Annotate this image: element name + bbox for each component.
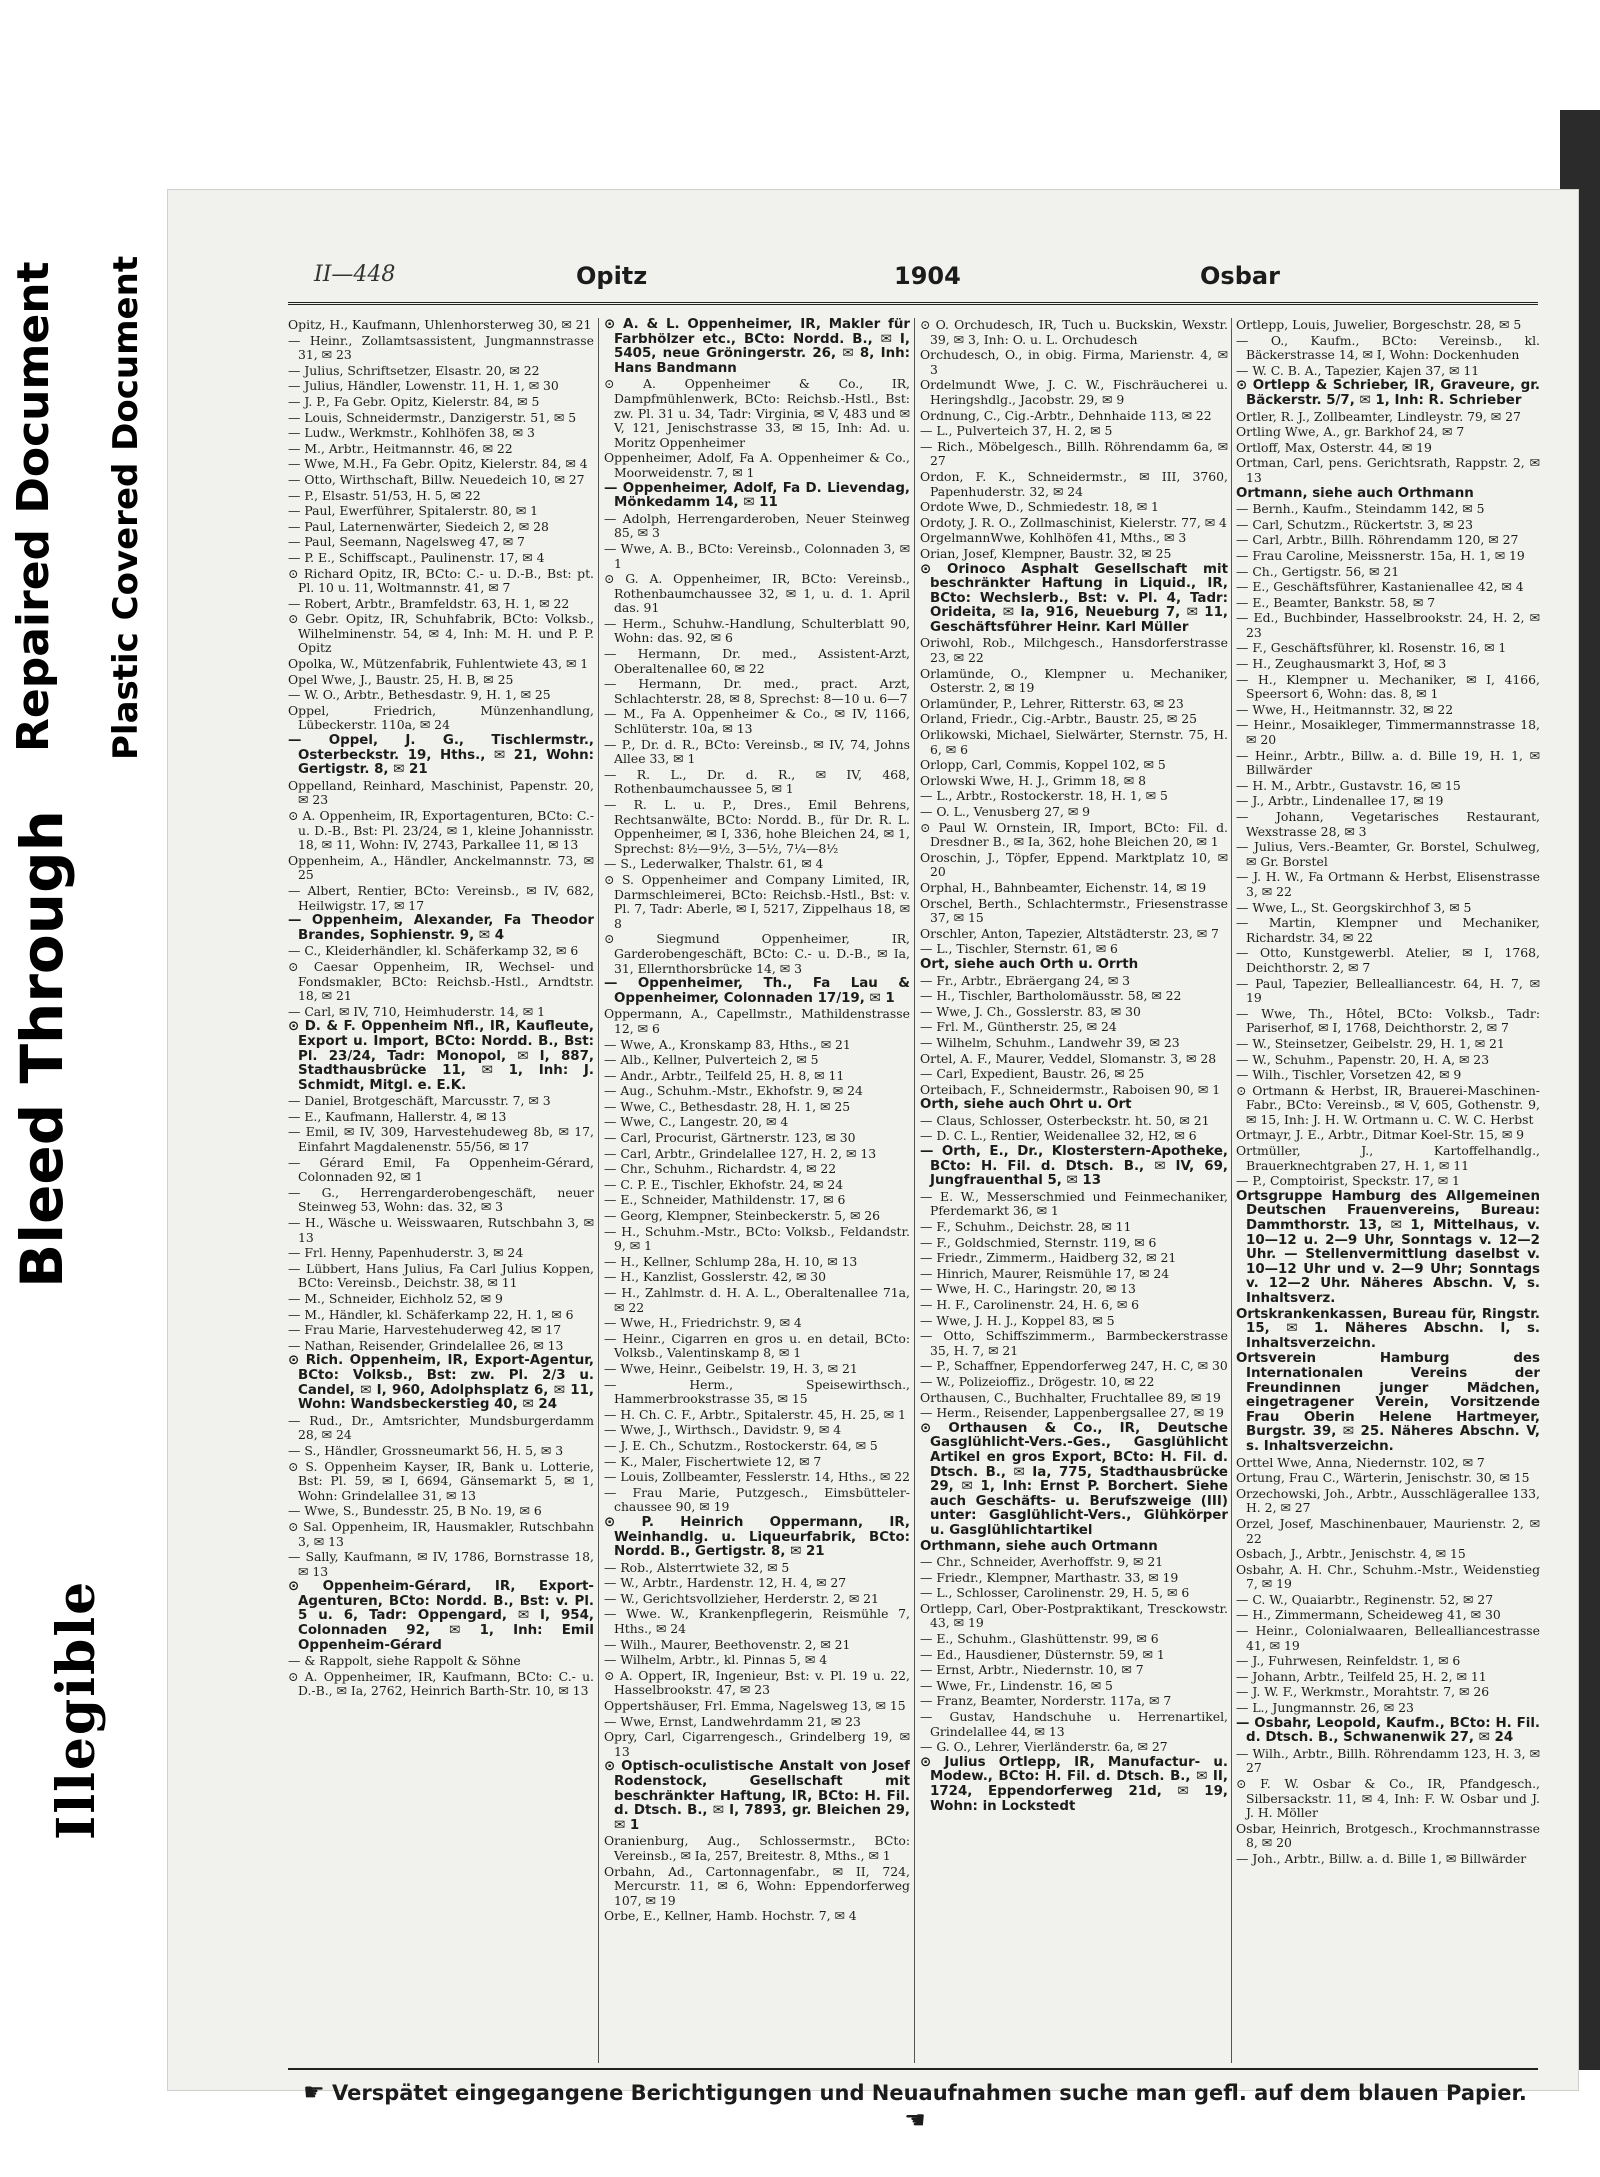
directory-entry: — Carl, Expedient, Baustr. 26, ✉ 25 <box>920 1066 1145 1082</box>
directory-entry: ⊙ Gebr. Opitz, IR, Schuhfabrik, BCto: Volksb., Wilhelminenstr. 54, ✉ 4, Inh: M. H. und P. P. Opitz <box>288 611 594 656</box>
directory-entry: — Ludw., Werkmstr., Kohlhöfen 38, ✉ 3 <box>288 425 535 441</box>
directory-entry: — Paul, Laternenwärter, Siedeich 2, ✉ 28 <box>288 518 549 534</box>
directory-entry: — Georg, Klempner, Steinbeckerstr. 5, ✉ 26 <box>604 1208 881 1224</box>
directory-entry: — Johann, Vegetarisches Restaurant, Wexstrasse 28, ✉ 3 <box>1236 809 1540 839</box>
directory-entry: — Daniel, Brotgeschäft, Marcusstr. 7, ✉ 3 <box>288 1093 551 1109</box>
directory-entry: — Oppenheim, Alexander, Fa Theodor Brandes, Sophienstr. 9, ✉ 4 <box>288 913 594 943</box>
directory-entry: — M., Fa A. Oppenheimer & Co., ✉ IV, 1166, Schlüterstr. 10a, ✉ 13 <box>604 706 910 737</box>
directory-entry: Oranienburg, Aug., Schlossermstr., BCto: Vereinsb., ✉ Ia, 257, Breitestr. 8, Mths., ✉ 1 <box>604 1833 910 1863</box>
directory-entry: — Oppel, J. G., Tischlermstr., Osterbeckstr. 19, Hths., ✉ 21, Wohn: Gertigstr. 8, ✉ 21 <box>288 733 594 778</box>
directory-entry: ⊙ A. & L. Oppenheimer, IR, Makler für Farbhölzer etc., BCto: Nordd. B., ✉ I, 5405, neue Gröningerstr. 26, ✉ 8, Inh: Hans Bandmann <box>604 318 910 376</box>
directory-entry: — Friedr., Zimmerm., Haidberg 32, ✉ 21 <box>920 1250 1177 1266</box>
directory-entry: — H. M., Arbtr., Gustavstr. 16, ✉ 15 <box>1236 777 1461 793</box>
directory-entry: — Wwe, S., Bundesstr. 25, B No. 19, ✉ 6 <box>288 1503 542 1519</box>
directory-entry: — P., Schaffner, Eppendorferweg 247, H. C, ✉ 30 <box>920 1358 1228 1374</box>
directory-entry: — Wwe, L., St. Georgskirchhof 3, ✉ 5 <box>1236 899 1472 915</box>
directory-entry: Ordote Wwe, D., Schmiedestr. 18, ✉ 1 <box>920 499 1159 515</box>
directory-entry: ⊙ G. A. Oppenheimer, IR, BCto: Vereinsb., Rothenbaumchaussee 32, ✉ 1, u. d. 1. April das. 91 <box>604 571 910 616</box>
directory-entry: — J., Fuhrwesen, Reinfeldstr. 1, ✉ 6 <box>1236 1653 1461 1669</box>
header-rule <box>288 302 1538 305</box>
directory-entry: — J. W. F., Werkmstr., Morahtstr. 7, ✉ 26 <box>1236 1684 1490 1700</box>
directory-entry: — Carl, Procurist, Gärtnerstr. 123, ✉ 30 <box>604 1130 856 1146</box>
directory-entry: — H., Wäsche u. Weisswaaren, Rutschbahn 3, ✉ 13 <box>288 1215 594 1245</box>
header-last-entry: Osbar <box>1200 262 1280 290</box>
directory-entry: ⊙ Rich. Oppenheim, IR, Export-Agentur, BCto: Volksb., Bst: zw. Pl. 2/3 u. Candel, ✉ I, 960, Adolphsplatz 6, ✉ 11, Wohn: Wandsbeckerstieg 40, ✉ 24 <box>288 1353 594 1413</box>
directory-entry: — Franz, Beamter, Norderstr. 117a, ✉ 7 <box>920 1693 1172 1709</box>
directory-entry: — L., Pulverteich 37, H. 2, ✉ 5 <box>920 423 1113 439</box>
directory-entry: ⊙ A. Oppenheimer & Co., IR, Dampfmühlenwerk, BCto: Reichsb.-Hstl., Bst: zw. Pl. 31 u. 34, Tadr: Virginia, ✉ V, 483 und ✉ V, 121, Jenischstrasse 33, ✉ 15, Inh: Ad. u. Moritz Oppenheimer <box>604 376 910 450</box>
directory-entry: ⊙ Sal. Oppenheim, IR, Hausmakler, Rutschbahn 3, ✉ 13 <box>288 1518 594 1549</box>
label-bleed-through: Bleed Through <box>8 810 76 1288</box>
directory-entry: — P., Dr. d. R., BCto: Vereinsb., ✉ IV, 74, Johns Allee 33, ✉ 1 <box>604 736 910 767</box>
directory-entry: — Nathan, Reisender, Grindelallee 26, ✉ 13 <box>288 1337 564 1353</box>
column-1 <box>288 318 594 2063</box>
directory-entry: — W., Gerichtsvollzieher, Herderstr. 2, ✉ 21 <box>604 1590 879 1606</box>
directory-entry: Orbe, E., Kellner, Hamb. Hochstr. 7, ✉ 4 <box>604 1908 857 1924</box>
directory-entry: Oppelland, Reinhard, Maschinist, Papenstr. 20, ✉ 23 <box>288 777 594 808</box>
directory-entry: — Wwe, M.H., Fa Gebr. Opitz, Kielerstr. 84, ✉ 4 <box>288 456 588 472</box>
directory-entry: — Wilhelm, Schuhm., Landwehr 39, ✉ 23 <box>920 1034 1180 1050</box>
directory-entry: — Lübbert, Hans Julius, Fa Carl Julius Koppen, BCto: Vereinsb., Deichstr. 38, ✉ 11 <box>288 1260 594 1291</box>
directory-entry: — Frau Marie, Harvestehuderweg 42, ✉ 17 <box>288 1322 562 1338</box>
directory-entry: — F., Goldschmied, Sternstr. 119, ✉ 6 <box>920 1234 1157 1250</box>
directory-entry: — Heinr., Cigarren en gros u. en detail, BCto: Volksb., Valentinskamp 8, ✉ 1 <box>604 1330 910 1361</box>
directory-entry: — F., Schuhm., Deichstr. 28, ✉ 11 <box>920 1219 1132 1235</box>
directory-entry: — Julius, Schriftsetzer, Elsastr. 20, ✉ 22 <box>288 362 540 378</box>
directory-entry: — Heinr., Zollamtsassistent, Jungmannstrasse 31, ✉ 23 <box>288 332 594 363</box>
directory-entry: — Frau Marie, Putzgesch., Eimsbütteler-chaussee 90, ✉ 19 <box>604 1484 910 1515</box>
directory-entry: — J. H. W., Fa Ortmann & Herbst, Elisenstrasse 3, ✉ 22 <box>1236 869 1540 899</box>
directory-entry: — L., Schlosser, Carolinenstr. 29, H. 5, ✉ 6 <box>920 1585 1190 1601</box>
directory-entry: — W., Arbtr., Hardenstr. 12, H. 4, ✉ 27 <box>604 1575 847 1591</box>
directory-entry: — P. E., Schiffscapt., Paulinenstr. 17, ✉ 4 <box>288 549 545 565</box>
directory-entry: — H., Zimmermann, Scheideweg 41, ✉ 30 <box>1236 1607 1501 1623</box>
directory-entry: — Rich., Möbelgesch., Billh. Röhrendamm 6a, ✉ 27 <box>920 438 1228 469</box>
directory-entry: — Otto, Schiffszimmerm., Barmbeckerstrasse 35, H. 7, ✉ 21 <box>920 1328 1228 1358</box>
directory-entry: ⊙ Paul W. Ornstein, IR, Import, BCto: Fil. d. Dresdner B., ✉ Ia, 362, hohe Bleichen 20, ✉ 1 <box>920 819 1228 850</box>
directory-entry: ⊙ Ortmann & Herbst, IR, Brauerei-Maschinen-Fabr., BCto: Vereinsb., ✉ V, 605, Gothenstr. 9, ✉ 15, Inh: J. H. W. Ortmann u. C. W. C. Herbst <box>1236 1082 1540 1127</box>
directory-entry: — M., Schneider, Eichholz 52, ✉ 9 <box>288 1291 503 1306</box>
directory-entry: — W. C. B. A., Tapezier, Kajen 37, ✉ 11 <box>1236 362 1480 378</box>
directory-entry: — M., Arbtr., Heitmannstr. 46, ✉ 22 <box>288 440 513 456</box>
directory-entry: — Wwe, H., Heitmannstr. 32, ✉ 22 <box>1236 701 1454 717</box>
column-2 <box>604 318 910 2063</box>
directory-entry: — Heinr., Colonialwaaren, Bellealliancestrasse 41, ✉ 19 <box>1236 1623 1540 1653</box>
directory-entry: — Rud., Dr., Amtsrichter, Mundsburgerdamm 28, ✉ 24 <box>288 1412 594 1443</box>
directory-entry: — H., Kellner, Schlump 28a, H. 10, ✉ 13 <box>604 1253 858 1269</box>
directory-entry: — Chr., Schneider, Averhoffstr. 9, ✉ 21 <box>920 1554 1164 1570</box>
directory-entry: — Carl, Arbtr., Billh. Röhrendamm 120, ✉ 27 <box>1236 532 1519 548</box>
directory-entry: — O., Kaufm., BCto: Vereinsb., kl. Bäckerstrasse 14, ✉ I, Wohn: Dockenhuden <box>1236 332 1540 363</box>
directory-entry: — C. W., Quaiarbtr., Reginenstr. 52, ✉ 27 <box>1236 1591 1494 1607</box>
directory-entry: — Louis, Zollbeamter, Fesslerstr. 14, Hths., ✉ 22 <box>604 1469 910 1485</box>
directory-entry: Ortskrankenkassen, Bureau für, Ringstr. 15, ✉ 1. Näheres Abschn. I, s. Inhaltsverzeichn. <box>1236 1306 1540 1351</box>
directory-entry: — Oppenheimer, Th., Fa Lau & Oppenheimer, Colonnaden 17/19, ✉ 1 <box>604 976 910 1006</box>
directory-entry: — F., Geschäftsführer, kl. Rosenstr. 16, ✉ 1 <box>1236 640 1507 656</box>
directory-entry: Ortung, Frau C., Wärterin, Jenischstr. 30, ✉ 15 <box>1236 1470 1530 1486</box>
directory-entry: — & Rappolt, siehe Rappolt & Söhne <box>288 1653 521 1669</box>
directory-entry: — Ed., Buchbinder, Hasselbrookstr. 24, H. 2, ✉ 23 <box>1236 610 1540 640</box>
directory-entry: — C. P. E., Tischler, Ekhofstr. 24, ✉ 24 <box>604 1176 844 1192</box>
directory-entry: ⊙ Optisch-oculistische Anstalt von Josef Rodenstock, Gesellschaft mit beschränkter Haftung, IR, BCto: H. Fil. d. Dtsch. B., ✉ I, 7893, gr. Bleichen 29, ✉ 1 <box>604 1759 910 1833</box>
directory-entry: — Heinr., Arbtr., Billw. a. d. Bille 19, H. 1, ✉ Billwärder <box>1236 747 1540 778</box>
directory-entry: ⊙ A. Oppenheim, IR, Exportagenturen, BCto: C.- u. D.-B., Bst: Pl. 23/24, ✉ 1, kleine Johannisstr. 18, ✉ 11, Wohn: IV, 2743, Parkallee 11, ✉ 13 <box>288 808 594 853</box>
column-3 <box>920 318 1228 2063</box>
directory-entry: Oppel, Friedrich, Münzenhandlung, Lübeckerstr. 110a, ✉ 24 <box>288 702 594 733</box>
directory-entry: — Chr., Schuhm., Richardstr. 4, ✉ 22 <box>604 1161 837 1177</box>
directory-entry: Orschel, Berth., Schlachtermstr., Friesenstrasse 37, ✉ 15 <box>920 895 1228 926</box>
column-divider <box>1231 318 1232 2063</box>
directory-entry: — J. P., Fa Gebr. Opitz, Kielerstr. 84, ✉ 5 <box>288 393 540 409</box>
directory-entry: — S., Lederwalker, Thalstr. 61, ✉ 4 <box>604 856 824 872</box>
directory-entry: ⊙ Caesar Oppenheim, IR, Wechsel- und Fondsmakler, BCto: Reichsb.-Hstl., Arndtstr. 18, ✉ 21 <box>288 958 594 1004</box>
label-plastic-covered-document: Plastic Covered Document <box>106 255 146 760</box>
directory-entry: — Ch., Gertigstr. 56, ✉ 21 <box>1236 563 1400 579</box>
directory-entry: — E., Schneider, Mathildenstr. 17, ✉ 6 <box>604 1192 846 1208</box>
directory-entry: — Julius, Vers.-Beamter, Gr. Borstel, Schulweg, ✉ Gr. Borstel <box>1236 839 1540 869</box>
directory-entry: ⊙ Richard Opitz, IR, BCto: C.- u. D.-B., Bst: pt. Pl. 10 u. 11, Woltmannstr. 41, ✉ 7 <box>288 565 594 596</box>
directory-entry: — Wwe, A. B., BCto: Vereinsb., Colonnaden 3, ✉ 1 <box>604 540 910 571</box>
directory-entry: Ortloff, Max, Osterstr. 44, ✉ 19 <box>1236 439 1432 455</box>
directory-entry: Ordoty, J. R. O., Zollmaschinist, Kielerstr. 77, ✉ 4 <box>920 514 1227 530</box>
pointing-hand-left-icon: ☛ <box>303 2078 325 2106</box>
directory-entry: — Wilh., Arbtr., Billh. Röhrendamm 123, H. 3, ✉ 27 <box>1236 1745 1540 1776</box>
directory-entry: — Rob., Alsterrtwiete 32, ✉ 5 <box>604 1559 790 1575</box>
footer-text: Verspätet eingegangene Berichtigungen und Neuaufnahmen suche man gefl. auf dem blauen Papier. <box>332 2081 1527 2105</box>
directory-entry: — Paul, Tapezier, Bellealliancestr. 64, H. 7, ✉ 19 <box>1236 975 1540 1006</box>
directory-entry: ⊙ A. Oppenheimer, IR, Kaufmann, BCto: C.- u. D.-B., ✉ Ia, 2762, Heinrich Barth-Str. 10, ✉ 13 <box>288 1668 594 1699</box>
label-illegible: Illegible <box>46 1579 107 1840</box>
directory-entry: Ort, siehe auch Orth u. Orrth <box>920 956 1139 972</box>
directory-entry: — Hermann, Dr. med., Assistent-Arzt, Oberaltenallee 60, ✉ 22 <box>604 646 910 676</box>
footer-notice <box>290 2078 1540 2134</box>
directory-entry: — Wwe, Fr., Lindenstr. 16, ✉ 5 <box>920 1677 1113 1693</box>
directory-entry: — D. C. L., Rentier, Weidenallee 32, H2, ✉ 6 <box>920 1128 1197 1144</box>
directory-entry: — E. W., Messerschmied und Feinmechaniker, Pferdemarkt 36, ✉ 1 <box>920 1188 1228 1219</box>
directory-entry: Orlamünder, P., Lehrer, Ritterstr. 63, ✉ 23 <box>920 695 1184 711</box>
directory-entry: — Carl, Arbtr., Grindelallee 127, H. 2, ✉ 13 <box>604 1145 877 1161</box>
directory-entry: Osbach, J., Arbtr., Jenischstr. 4, ✉ 15 <box>1236 1546 1466 1562</box>
directory-entry: — Frau Caroline, Meissnerstr. 15a, H. 1, ✉ 19 <box>1236 547 1525 563</box>
directory-entry: Orlikowski, Michael, Sielwärter, Sternstr. 75, H. 6, ✉ 6 <box>920 727 1228 757</box>
directory-entry: ⊙ F. W. Osbar & Co., IR, Pfandgesch., Silbersackstr. 11, ✉ 4, Inh: F. W. Osbar und J. J. H. Möller <box>1236 1776 1540 1821</box>
directory-entry: — H., Kanzlist, Gosslerstr. 42, ✉ 30 <box>604 1269 827 1285</box>
directory-entry: — P., Comptoirist, Speckstr. 17, ✉ 1 <box>1236 1173 1460 1189</box>
directory-entry: — Carl, Schutzm., Rückertstr. 3, ✉ 23 <box>1236 516 1474 532</box>
directory-entry: Orchudesch, O., in obig. Firma, Marienstr. 4, ✉ 3 <box>920 347 1228 377</box>
directory-entry: — Wwe. W., Krankenpflegerin, Reismühle 7, Hths., ✉ 24 <box>604 1606 910 1637</box>
directory-entry: Oroschin, J., Töpfer, Eppend. Marktplatz 10, ✉ 20 <box>920 849 1228 880</box>
directory-entry: ⊙ Ortlepp & Schrieber, IR, Graveure, gr. Bäckerstr. 5/7, ✉ 1, Inh: R. Schrieber <box>1236 378 1540 408</box>
directory-entry: — Ed., Hausdiener, Düsternstr. 59, ✉ 1 <box>920 1646 1165 1662</box>
directory-entry: — Osbahr, Leopold, Kaufm., BCto: H. Fil. d. Dtsch. B., Schwanenwik 27, ✉ 24 <box>1236 1715 1540 1746</box>
directory-entry: — E., Schuhm., Glashüttenstr. 99, ✉ 6 <box>920 1631 1159 1647</box>
directory-entry: — L., Arbtr., Rostockerstr. 18, H. 1, ✉ 5 <box>920 788 1168 804</box>
directory-entry: — Wwe, Ernst, Landwehrdamm 21, ✉ 23 <box>604 1713 861 1729</box>
directory-entry: Ortling Wwe, A., gr. Barkhof 24, ✉ 7 <box>1236 424 1465 440</box>
directory-entry: ⊙ A. Oppert, IR, Ingenieur, Bst: v. Pl. 19 u. 22, Hasselbrookstr. 47, ✉ 23 <box>604 1667 910 1698</box>
directory-entry: — Frl. Henny, Papenhuderstr. 3, ✉ 24 <box>288 1245 524 1261</box>
directory-entry: — Gustav, Handschuhe u. Herrenartikel, Grindelallee 44, ✉ 13 <box>920 1709 1228 1739</box>
directory-entry: Orteibach, F., Schneidermstr., Raboisen 90, ✉ 1 <box>920 1081 1221 1097</box>
directory-entry: — H. F., Carolinenstr. 24, H. 6, ✉ 6 <box>920 1297 1140 1312</box>
column-divider <box>914 318 915 2063</box>
label-repaired-document: Repaired Document <box>8 261 59 752</box>
directory-entry: — Hinrich, Maurer, Reismühle 17, ✉ 24 <box>920 1265 1170 1281</box>
directory-entry: — Heinr., Mosaikleger, Timmermannstrasse 18, ✉ 20 <box>1236 717 1540 748</box>
directory-entry: Ortmann, siehe auch Orthmann <box>1236 485 1474 501</box>
directory-entry: — M., Händler, kl. Schäferkamp 22, H. 1, ✉ 6 <box>288 1306 574 1322</box>
directory-entry: — Otto, Kunstgewerbl. Atelier, ✉ I, 1768, Deichthorstr. 2, ✉ 7 <box>1236 945 1540 975</box>
directory-entry: — Herm., Speisewirthsch., Hammerbrookstrasse 35, ✉ 15 <box>604 1376 910 1407</box>
directory-entry: — H. Ch. C. F., Arbtr., Spitalerstr. 45, H. 25, ✉ 1 <box>604 1406 906 1422</box>
directory-entry: — Martin, Klempner und Mechaniker, Richardstr. 34, ✉ 22 <box>1236 915 1540 945</box>
directory-entry: — Wwe, A., Kronskamp 83, Hths., ✉ 21 <box>604 1036 851 1052</box>
directory-entry: — W., Polizeioffiz., Drögestr. 10, ✉ 22 <box>920 1373 1155 1389</box>
directory-entry: Ortlepp, Carl, Ober-Postpraktikant, Tresckowstr. 43, ✉ 19 <box>920 1600 1228 1631</box>
directory-entry: — Gérard Emil, Fa Oppenheim-Gérard, Colonnaden 92, ✉ 1 <box>288 1154 594 1185</box>
directory-entry: — Wilh., Maurer, Beethovenstr. 2, ✉ 21 <box>604 1636 851 1652</box>
page-header <box>290 262 1530 296</box>
directory-entry: Orthmann, siehe auch Ortmann <box>920 1538 1158 1554</box>
directory-entry: — Paul, Ewerführer, Spitalerstr. 80, ✉ 1 <box>288 503 539 519</box>
directory-entry: — G., Herrengarderobengeschäft, neuer Steinweg 53, Wohn: das. 32, ✉ 3 <box>288 1184 594 1215</box>
directory-entry: — Wwe, Heinr., Geibelstr. 19, H. 3, ✉ 21 <box>604 1360 858 1376</box>
directory-entry: — Johann, Arbtr., Teilfeld 25, H. 2, ✉ 11 <box>1236 1668 1487 1684</box>
directory-entry: — O. L., Venusberg 27, ✉ 9 <box>920 804 1091 819</box>
directory-entry: Opolka, W., Mützenfabrik, Fuhlentwiete 43, ✉ 1 <box>288 656 589 672</box>
header-first-entry: Opitz <box>576 262 648 290</box>
directory-entry: — Wwe, H. C., Haringstr. 20, ✉ 13 <box>920 1281 1136 1297</box>
directory-entry: ⊙ Orthausen & Co., IR, Deutsche Gasglühlicht-Vers.-Ges., Gasglühlicht Artikel en gros Export, BCto: H. Fil. d. Dtsch. B., ✉ Ia, 775, Stadthausbrücke 29, ✉ 1, Inh: Ernst P. Borchert. Siehe auch Geschäfts- u. Berufszweige (III) unter: Gasglühlicht-Vers., Glühkörper u. Gasglühlichtartikel <box>920 1420 1228 1538</box>
directory-entry: Oppenheimer, Adolf, Fa A. Oppenheimer & Co., Moorweidenstr. 7, ✉ 1 <box>604 450 910 480</box>
directory-entry: Ortmüller, J., Kartoffelhandlg., Brauerknechtgraben 27, H. 1, ✉ 11 <box>1236 1143 1540 1173</box>
directory-entry: — Carl, ✉ IV, 710, Heimhuderstr. 14, ✉ 1 <box>288 1003 545 1019</box>
directory-entry: Oriwohl, Rob., Milchgesch., Hansdorferstrasse 23, ✉ 22 <box>920 635 1228 666</box>
directory-entry: — Wwe, H., Friedrichstr. 9, ✉ 4 <box>604 1315 802 1331</box>
directory-entry: OrgelmannWwe, Kohlhöfen 41, Mths., ✉ 3 <box>920 530 1187 546</box>
directory-entry: ⊙ Oppenheim-Gérard, IR, Export-Agenturen, BCto: Nordd. B., Bst: v. Pl. 5 u. 6, Tadr: Oppengard, ✉ I, 954, Colonnaden 92, ✉ 1, Inh: Emil Oppenheim-Gérard <box>288 1579 594 1653</box>
directory-entry: ⊙ Siegmund Oppenheimer, IR, Garderobengeschäft, BCto: C.- u. D.-B., ✉ Ia, 31, Ellernthorsbrücke 14, ✉ 3 <box>604 931 910 976</box>
directory-entry: Orthausen, C., Buchhalter, Fruchtallee 89, ✉ 19 <box>920 1389 1221 1405</box>
directory-entry: — Bernh., Kaufm., Steindamm 142, ✉ 5 <box>1236 501 1485 517</box>
directory-entry: ⊙ O. Orchudesch, IR, Tuch u. Buckskin, Wexstr. 39, ✉ 3, Inh: O. u. L. Orchudesch <box>920 318 1228 347</box>
directory-entry: Oppertshäuser, Frl. Emma, Nagelsweg 13, ✉ 15 <box>604 1698 906 1714</box>
directory-entry: ⊙ Julius Ortlepp, IR, Manufactur- u. Modew., BCto: H. Fil. d. Dtsch. B., ✉ II, 1724, Eppendorferweg 21d, ✉ 19, Wohn: in Lockstedt <box>920 1754 1228 1814</box>
directory-entry: Orlowski Wwe, H. J., Grimm 18, ✉ 8 <box>920 772 1147 788</box>
footer-rule <box>288 2068 1538 2070</box>
directory-entry: Orlopp, Carl, Commis, Koppel 102, ✉ 5 <box>920 757 1166 773</box>
directory-entry: — Herm., Schuhw.-Handlung, Schulterblatt 90, Wohn: das. 92, ✉ 6 <box>604 615 910 646</box>
directory-entry: — Wwe, J. Ch., Gosslerstr. 83, ✉ 30 <box>920 1003 1141 1019</box>
directory-entry: — Paul, Seemann, Nagelsweg 47, ✉ 7 <box>288 534 525 550</box>
directory-entry: — H., Zahlmstr. d. H. A. L., Oberaltenallee 71a, ✉ 22 <box>604 1285 910 1315</box>
directory-entry: Opitz, H., Kaufmann, Uhlenhorsterweg 30, ✉ 21 <box>288 318 592 332</box>
directory-entry: Osbahr, A. H. Chr., Schuhm.-Mstr., Weidenstieg 7, ✉ 19 <box>1236 1561 1540 1592</box>
directory-entry: — Alb., Kellner, Pulverteich 2, ✉ 5 <box>604 1052 819 1068</box>
directory-entry: ⊙ P. Heinrich Oppermann, IR, Weinhandlg. u. Liqueurfabrik, BCto: Nordd. B., Gertigstr. 8, ✉ 21 <box>604 1514 910 1560</box>
directory-entry: — E., Kaufmann, Hallerstr. 4, ✉ 13 <box>288 1108 507 1124</box>
directory-entry: Ordon, F. K., Schneidermstr., ✉ III, 3760, Papenhuderstr. 32, ✉ 24 <box>920 468 1228 499</box>
pointing-hand-right-icon: ☚ <box>904 2106 926 2134</box>
directory-entry: — R. L. u. P., Dres., Emil Behrens, Rechtsanwälte, BCto: Nordd. B., für Dr. R. L. Oppenheimer, ✉ I, 336, hohe Bleichen 24, ✉ 1, Sprechst: 8½—9½, 3—5½, 7¼—8½ <box>604 797 910 856</box>
header-year: 1904 <box>894 262 961 290</box>
directory-entry: — H., Klempner u. Mechaniker, ✉ I, 4166, Speersort 6, Wohn: das. 8, ✉ 1 <box>1236 671 1540 702</box>
directory-entry: Orphal, H., Bahnbeamter, Eichenstr. 14, ✉ 19 <box>920 879 1207 895</box>
directory-entry: — C., Kleiderhändler, kl. Schäferkamp 32, ✉ 6 <box>288 943 579 959</box>
directory-entry: — Wwe, J. H. J., Koppel 83, ✉ 5 <box>920 1312 1115 1328</box>
directory-entry: ⊙ S. Oppenheimer and Company Limited, IR, Darmschleimerei, BCto: Reichsb.-Hstl., Bst: v. Pl. 7, Tadr: Aberle, ✉ I, 5217, Zippelhaus 18, ✉ 8 <box>604 871 910 931</box>
directory-entry: — Herm., Reisender, Lappenbergsallee 27, ✉ 19 <box>920 1405 1224 1421</box>
directory-entry: — Emil, ✉ IV, 309, Harvestehudeweg 8b, ✉ 17, Einfahrt Magdalenenstr. 55/56, ✉ 17 <box>288 1124 594 1155</box>
directory-entry: — Frl. M., Güntherstr. 25, ✉ 24 <box>920 1019 1117 1035</box>
directory-entry: Oppermann, A., Capellmstr., Mathildenstrasse 12, ✉ 6 <box>604 1006 910 1036</box>
directory-entry: — S., Händler, Grossneumarkt 56, H. 5, ✉ 3 <box>288 1442 564 1458</box>
directory-entry: — Orth, E., Dr., Klosterstern-Apotheke, BCto: H. Fil. d. Dtsch. B., ✉ IV, 69, Jungfrauenthal 5, ✉ 13 <box>920 1144 1228 1189</box>
directory-entry: — W. O., Arbtr., Bethesdastr. 9, H. 1, ✉ 25 <box>288 687 551 703</box>
directory-entry: — Julius, Händler, Lowenstr. 11, H. 1, ✉ 30 <box>288 378 559 394</box>
directory-entry: — Andr., Arbtr., Teilfeld 25, H. 8, ✉ 11 <box>604 1067 845 1083</box>
directory-entry: Ordelmundt Wwe, J. C. W., Fischräucherei u. Heringshdlg., Jacobstr. 29, ✉ 9 <box>920 377 1228 407</box>
directory-entry: — G. O., Lehrer, Vierländerstr. 6a, ✉ 27 <box>920 1739 1168 1755</box>
directory-entry: — Aug., Schuhm.-Mstr., Ekhofstr. 9, ✉ 24 <box>604 1083 863 1099</box>
directory-entry: Orzel, Josef, Maschinenbauer, Maurienstr. 2, ✉ 22 <box>1236 1515 1540 1546</box>
directory-entry: Ortlepp, Louis, Juwelier, Borgeschstr. 28, ✉ 5 <box>1236 318 1522 332</box>
directory-entry: — W., Schuhm., Papenstr. 20, H. A, ✉ 23 <box>1236 1051 1490 1067</box>
directory-entry: — J. E. Ch., Schutzm., Rostockerstr. 64, ✉ 5 <box>604 1437 878 1453</box>
directory-entry: Oppenheim, A., Händler, Anckelmannstr. 73, ✉ 25 <box>288 852 594 883</box>
column-divider <box>598 318 599 2063</box>
directory-entry: — Otto, Wirthschaft, Billw. Neuedeich 10, ✉ 27 <box>288 471 585 487</box>
directory-entry: Ortler, R. J., Zollbeamter, Lindleystr. 79, ✉ 27 <box>1236 408 1521 424</box>
directory-entry: — L., Tischler, Sternstr. 61, ✉ 6 <box>920 941 1118 957</box>
directory-entry: ⊙ S. Oppenheim Kayser, IR, Bank u. Lotterie, Bst: Pl. 59, ✉ I, 6694, Gänsemarkt 5, ✉ 1, Wohn: Grindelallee 31, ✉ 13 <box>288 1458 594 1503</box>
directory-entry: Ortsverein Hamburg des Internationalen Vereins der Freundinnen junger Mädchen, eingetragener Verein, Vorsitzende Frau Oberin Helene Hartmeyer, Burgstr. 39, ✉ 25. Näheres Abschn. V, s. Inhaltsverzeichn. <box>1236 1351 1540 1454</box>
directory-entry: Orttel Wwe, Anna, Niedernstr. 102, ✉ 7 <box>1236 1454 1485 1470</box>
directory-entry: — W., Steinsetzer, Geibelstr. 29, H. 1, ✉ 21 <box>1236 1035 1505 1051</box>
directory-entry: — Wwe, C., Bethesdastr. 28, H. 1, ✉ 25 <box>604 1098 851 1114</box>
directory-entry: Orth, siehe auch Ohrt u. Ort <box>920 1097 1132 1113</box>
directory-entry: — Sally, Kaufmann, ✉ IV, 1786, Bornstrasse 18, ✉ 13 <box>288 1549 594 1579</box>
directory-entry: Osbar, Heinrich, Brotgesch., Krochmannstrasse 8, ✉ 20 <box>1236 1820 1540 1851</box>
column-4 <box>1236 318 1540 2063</box>
directory-entry: Ortel, A. F., Maurer, Veddel, Slomanstr. 3, ✉ 28 <box>920 1050 1217 1066</box>
directory-entry: Orlamünde, O., Klempner u. Mechaniker, Osterstr. 2, ✉ 19 <box>920 665 1228 696</box>
directory-entry: — Claus, Schlosser, Osterbeckstr. ht. 50, ✉ 21 <box>920 1112 1210 1128</box>
page-number: II—448 <box>314 262 396 287</box>
directory-entry: — L., Jungmannstr. 26, ✉ 23 <box>1236 1700 1414 1716</box>
directory-entry: — Oppenheimer, Adolf, Fa D. Lievendag, Mönkedamm 14, ✉ 11 <box>604 480 910 511</box>
directory-entry: — Wwe, Th., Hôtel, BCto: Volksb., Tadr: Pariserhof, ✉ I, 1768, Deichthorstr. 2, ✉ 7 <box>1236 1005 1540 1036</box>
directory-entry: Ortmayr, J. E., Arbtr., Ditmar Koel-Str. 15, ✉ 9 <box>1236 1127 1525 1143</box>
directory-entry: — Louis, Schneidermstr., Danzigerstr. 51, ✉ 5 <box>288 409 577 425</box>
directory-entry: — H., Zeughausmarkt 3, Hof, ✉ 3 <box>1236 656 1447 672</box>
directory-entry: — H., Tischler, Bartholomäusstr. 58, ✉ 22 <box>920 988 1182 1004</box>
directory-entry: — K., Maler, Fischertwiete 12, ✉ 7 <box>604 1453 822 1469</box>
directory-entry: — Wilhelm, Arbtr., kl. Pinnas 5, ✉ 4 <box>604 1652 828 1668</box>
directory-entry: Orian, Josef, Klempner, Baustr. 32, ✉ 25 <box>920 545 1172 561</box>
directory-entry: ⊙ Orinoco Asphalt Gesellschaft mit beschränkter Haftung in Liquid., IR, BCto: Wechslerb., Bst: v. Pl. 4, Tadr: Orideita, ✉ Ia, 916, Neueburg 7, ✉ 11, Geschäftsführer Heinr. Karl Müller <box>920 561 1228 635</box>
directory-entry: — R. L., Dr. d. R., ✉ IV, 468, Rothenbaumchaussee 5, ✉ 1 <box>604 766 910 797</box>
directory-entry: — J., Arbtr., Lindenallee 17, ✉ 19 <box>1236 793 1444 809</box>
directory-entry: — Fr., Arbtr., Ebräergang 24, ✉ 3 <box>920 972 1131 988</box>
directory-entry: — Albert, Rentier, BCto: Vereinsb., ✉ IV, 682, Heilwigstr. 17, ✉ 17 <box>288 882 594 913</box>
directory-entry: — Wwe, C., Langestr. 20, ✉ 4 <box>604 1114 789 1130</box>
directory-entry: Orschler, Anton, Tapezier, Altstädterstr. 23, ✉ 7 <box>920 925 1219 941</box>
directory-entry: — Ernst, Arbtr., Niedernstr. 10, ✉ 7 <box>920 1662 1144 1678</box>
directory-entry: Orbahn, Ad., Cartonnagenfabr., ✉ II, 724, Mercurstr. 11, ✉ 6, Wohn: Eppendorferweg 107, ✉ 19 <box>604 1863 910 1908</box>
directory-entry: Opry, Carl, Cigarrengesch., Grindelberg 19, ✉ 13 <box>604 1729 910 1759</box>
directory-entry: — Adolph, Herrengarderoben, Neuer Steinweg 85, ✉ 3 <box>604 510 910 541</box>
directory-entry: Ortsgruppe Hamburg des Allgemeinen Deutschen Frauenvereins, Bureau: Dammthorstr. 13, ✉ 1, Mittelhaus, v. 10—12 u. 2—9 Uhr, Sonntags v. 12—2 Uhr. — Stellenvermittlung daselbst v. 10—12 Uhr und v. 2—9 Uhr; Sonntags v. 12—2 Uhr. Näheres Abschn. V, s. Inhaltsverz. <box>1236 1188 1540 1306</box>
directory-entry: — Hermann, Dr. med., pract. Arzt, Schlachterstr. 28, ✉ 8, Sprechst: 8—10 u. 6—7 <box>604 676 910 706</box>
directory-entry: ⊙ D. & F. Oppenheim Nfl., IR, Kaufleute, Export u. Import, BCto: Nordd. B., Bst: Pl. 23/24, Tadr: Monopol, ✉ I, 887, Stadthausbrücke 11, ✉ 1, Inh: J. Schmidt, Mitgl. e. E.K. <box>288 1019 594 1093</box>
directory-entry: — P., Elsastr. 51/53, H. 5, ✉ 22 <box>288 487 481 503</box>
directory-entry: — Wwe, J., Wirthsch., Davidstr. 9, ✉ 4 <box>604 1422 842 1438</box>
directory-entry: Opel Wwe, J., Baustr. 25, H. B, ✉ 25 <box>288 671 514 687</box>
directory-entry: — Friedr., Klempner, Marthastr. 33, ✉ 19 <box>920 1569 1179 1585</box>
directory-entry: Ortman, Carl, pens. Gerichtsrath, Rappstr. 2, ✉ 13 <box>1236 455 1540 485</box>
directory-entry: Orzechowski, Joh., Arbtr., Ausschlägerallee 133, H. 2, ✉ 27 <box>1236 1485 1540 1516</box>
directory-entry: Ordnung, C., Cig.-Arbtr., Dehnhaide 113, ✉ 22 <box>920 407 1212 423</box>
directory-entry: — Joh., Arbtr., Billw. a. d. Bille 1, ✉ Billwärder <box>1236 1850 1527 1866</box>
directory-entry: — E., Geschäftsführer, Kastanienallee 42, ✉ 4 <box>1236 579 1524 595</box>
directory-entry: — Robert, Arbtr., Bramfeldstr. 63, H. 1, ✉ 22 <box>288 595 570 611</box>
directory-entry: — H., Schuhm.-Mstr., BCto: Volksb., Feldandstr. 9, ✉ 1 <box>604 1223 910 1254</box>
directory-entry: — E., Beamter, Bankstr. 58, ✉ 7 <box>1236 594 1436 610</box>
directory-entry: — Wilh., Tischler, Vorsetzen 42, ✉ 9 <box>1236 1067 1462 1083</box>
directory-entry: Orland, Friedr., Cig.-Arbtr., Baustr. 25, ✉ 25 <box>920 711 1197 727</box>
